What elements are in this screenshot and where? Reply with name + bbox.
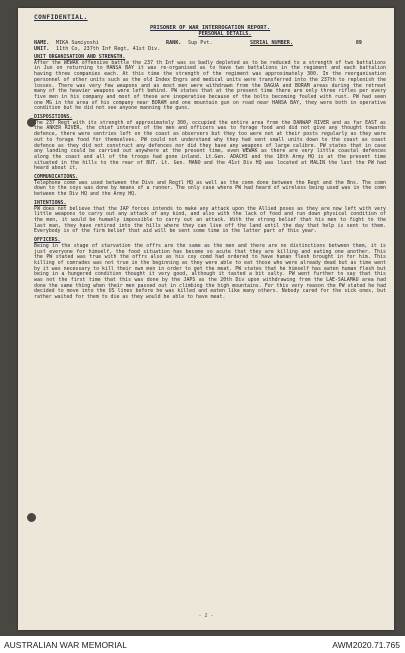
name-label: NAME. — [34, 40, 50, 46]
document-body — [34, 14, 386, 301]
section-communications — [34, 175, 386, 198]
punch-hole — [27, 513, 36, 522]
classification-marking: CONFIDENTIAL. — [34, 14, 88, 21]
report-subtitle: PERSONAL DETAILS. — [198, 31, 252, 37]
serial-value: 89 — [355, 40, 362, 46]
section-heading: OFFICERS. — [34, 237, 61, 244]
section-text: PW does not believe that the JAP forces intends to make any attack upon the Allied poses as they are now left with very little weapons to carry out any attack of any kind, and also with the lack of food and run down physical condition of the men, it would be humanly impossible to carry out an attack. With the strong belief that his men to fight to the last man, they have retired into the hills where they can live off the land until the day that help is sent to them. Everybody is of the firm belief that aid will be sent some time in the latter part of this year. — [34, 205, 386, 235]
serial-label: SERIAL NUMBER. — [250, 40, 293, 46]
section-heading: COMMUNICATIONS. — [34, 174, 79, 181]
archive-footer — [0, 636, 405, 653]
unit-label: UNIT. — [34, 46, 50, 52]
page-number: - 2 - — [198, 613, 214, 619]
name-value: MIKA Sumiyoshi — [56, 40, 99, 46]
institution-name: AUSTRALIAN WAR MEMORIAL — [4, 640, 127, 650]
section-text: Being in the stage of starvation the offrs are the same as the men and there are no distinctions between them, it is just everyone for himself, the food situation has become so acute that they are killing and eating one another. This the PW stated was true with the offrs also as his coy comd had ordered to have human flesh brought in for him. This killing of comrades was not true in the beginning as they were able to eat those who were already dead but as time went by it was necessary to kill their own men in order to get the meat. PW states that he himself has eaten human flesh but being in a hungered condition thought it very good, although it tasted a bit salty. PW went further to say that this was not the first time that this was done by the JAPS as the 20th Div upon withdrawing from the LAE-SALAMAU area had done the same thing when their men passed out in climbing the high mountains. For this very reason the PW stated he had decided to move into the US lines before he was killed and eaten like many others. Nobody cared for the sick ones, but rather waited for them to die as they would be able to have meat. — [34, 242, 386, 301]
section-intentions — [34, 201, 386, 235]
section-dispositions — [34, 115, 386, 172]
unit-row — [34, 46, 386, 52]
accession-number: AWM2020.71.765 — [332, 640, 400, 650]
unit-value: 11th Co, 237th Inf Regt, 41st Div. — [56, 46, 161, 52]
section-officers — [34, 238, 386, 301]
rank-label: RANK. — [166, 40, 182, 46]
document-page — [18, 8, 394, 630]
report-title: PRISONER OF WAR INTERROGATION REPORT. — [149, 25, 271, 31]
section-text: Telephone comn was used between the Divs and Regtl HQ as well as the comn done between the Regt and the Bns. The comn down to the coys was done by means of a runner. The only case where PW had heard of wireless being used was in the comn between the Div HQ and the Army HQ. — [34, 179, 386, 198]
rank-value: Sup Pvt. — [188, 40, 213, 46]
section-unit-organisation — [34, 55, 386, 112]
section-heading: INTENTIONS. — [34, 199, 67, 206]
section-text: After the WEWAK offensive battle the 237 th Inf was so badly depleted as to be reduced to a strength of two battalions in Jun on returning to HANSA BAY it was re-organised as to have two battalions in the regiment and each battalion having three companies each. At this time the strength of the regiment was approximately 300. In the reorganisation personnel of other units such as the old Index Engrs and medical units were transferred into the 237th to replenish the losses. There was very few weapons and as most men were withdrawn from the DAGUA and BORAM areas during the retreat many of the heavier weapons were left behind. PW states that at the present time there are only three rifles per every five men in his company and most of these are inoperative because of the bolts becoming fouled with rust. PW had seen one MG in the area of his company near BORAM and one mountain gun on road near HANSA BAY, they were both in operative condition but he did not see anyone manning the guns. — [34, 59, 386, 112]
section-heading: DISPOSITIONS. — [34, 114, 73, 121]
section-text: The 237 Regt with its strength of approximately 300, occupied the entire area from the DANWAP RIVER and as far EAST as the ANKER RIVER, the chief interest of the men and officers was to forage food and did not give any thought towards defence, there were sentries left on the coast as observers but they too were not at their posts regularly as they were out to forage food for themselves. PW could not understand why they had sent small units down to the coast as coast defence as they did not construct any defences nor did they have any weapons of large calibre. PW states that in case any landing could be carried out anywhere at the present time, even WEWAK as there are very little coastal defences along the coast and all of the troops had gone inland. Lt.Gen. ADACHI and the 18th Army HQ is at the present time situated in the hills to the rear of BUT. Lt. Gen. MANO and the 41st Div HQ was located at MALIN the last the PW had heard about it. — [34, 119, 386, 172]
section-heading: UNIT ORGANISATION AND STRENGTH. — [34, 54, 126, 60]
